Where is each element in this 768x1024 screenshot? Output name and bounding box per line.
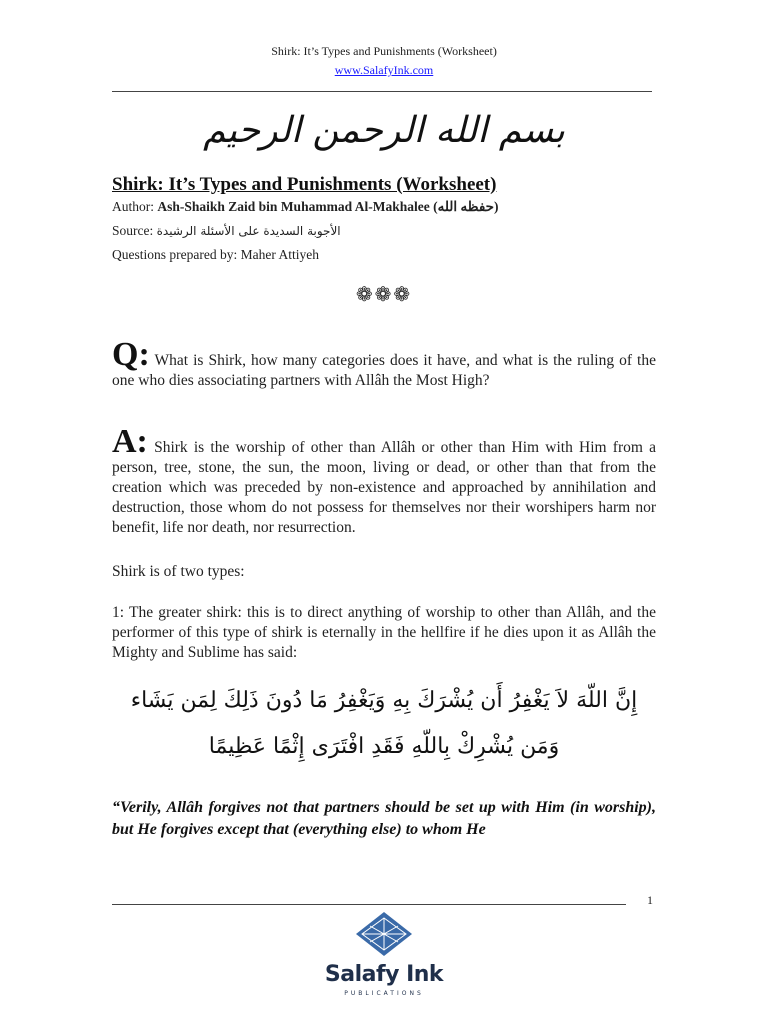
basmala-calligraphy: بسم الله الرحمن الرحيم — [203, 110, 565, 151]
answer-block — [112, 423, 656, 538]
author-label: Author: — [112, 199, 154, 214]
page-number: 1 — [647, 893, 653, 907]
question-text: What is Shirk, how many categories does it have, and what is the ruling of the one who dies associating partners with Allâh the Most High? — [112, 352, 656, 389]
author-honorific: (حفظه الله) — [433, 199, 499, 214]
question-letter: Q: — [112, 336, 150, 373]
header-title: Shirk: It’s Types and Punishments (Worksheet) — [271, 44, 497, 58]
types-intro: Shirk is of two types: — [112, 563, 245, 580]
logo-diamond-icon — [314, 906, 454, 966]
logo-wordmark: Salafy Ink — [324, 962, 444, 987]
source-line — [112, 223, 341, 239]
logo-subtext: PUBLICATIONS — [344, 990, 424, 997]
answer-text: Shirk is the worship of other than Allâh or other than Him with Him from a person, tree, stone, the sun, the moon, living or dead, or other than that from the creation which was preceded by non-existence and approached by annihilation and destruction, those whom do not possess for themselves nor their worshipers harm nor benefit, life nor death, nor resurrection. — [112, 439, 656, 536]
header-website-link[interactable]: www.SalafyInk.com — [334, 63, 434, 77]
document-title: Shirk: It’s Types and Punishments (Worksheet) — [112, 174, 497, 195]
questions-prepared-line: Questions prepared by: Maher Attiyeh — [112, 247, 319, 262]
source-label: Source: — [112, 223, 154, 238]
salafy-ink-logo — [314, 906, 454, 1018]
author-line — [112, 199, 499, 215]
verse-translation: “Verily, Allâh forgives not that partners should be set up with Him (in worship), but He forgives except that (everything else) to whom He — [112, 799, 656, 838]
greater-shirk-paragraph: 1: The greater shirk: this is to direct anything of worship to other than Allâh, and the performer of this type of shirk is eternally in the hellfire if he dies upon it as Allâh the Mighty and Sublime has said: — [112, 604, 656, 661]
source-value: الأجوبة السديدة على الأسئلة الرشيدة — [156, 224, 341, 238]
question-block — [112, 336, 656, 391]
verse-arabic-line-1: إِنَّ اللّهَ لاَ يَغْفِرُ أَن يُشْرَكَ بِهِ وَيَغْفِرُ مَا دُونَ ذَلِكَ لِمَن يَشَاء — [130, 688, 638, 713]
header-divider — [112, 91, 652, 92]
footer-divider — [112, 904, 626, 905]
answer-letter: A: — [112, 423, 148, 460]
ornament-divider: ❁❁❁ — [355, 282, 413, 306]
verse-arabic-line-2: وَمَن يُشْرِكْ بِاللّهِ فَقَدِ افْتَرَى إِثْمًا عَظِيمًا — [208, 734, 560, 759]
author-name: Ash-Shaikh Zaid bin Muhammad Al-Makhalee — [157, 199, 430, 214]
